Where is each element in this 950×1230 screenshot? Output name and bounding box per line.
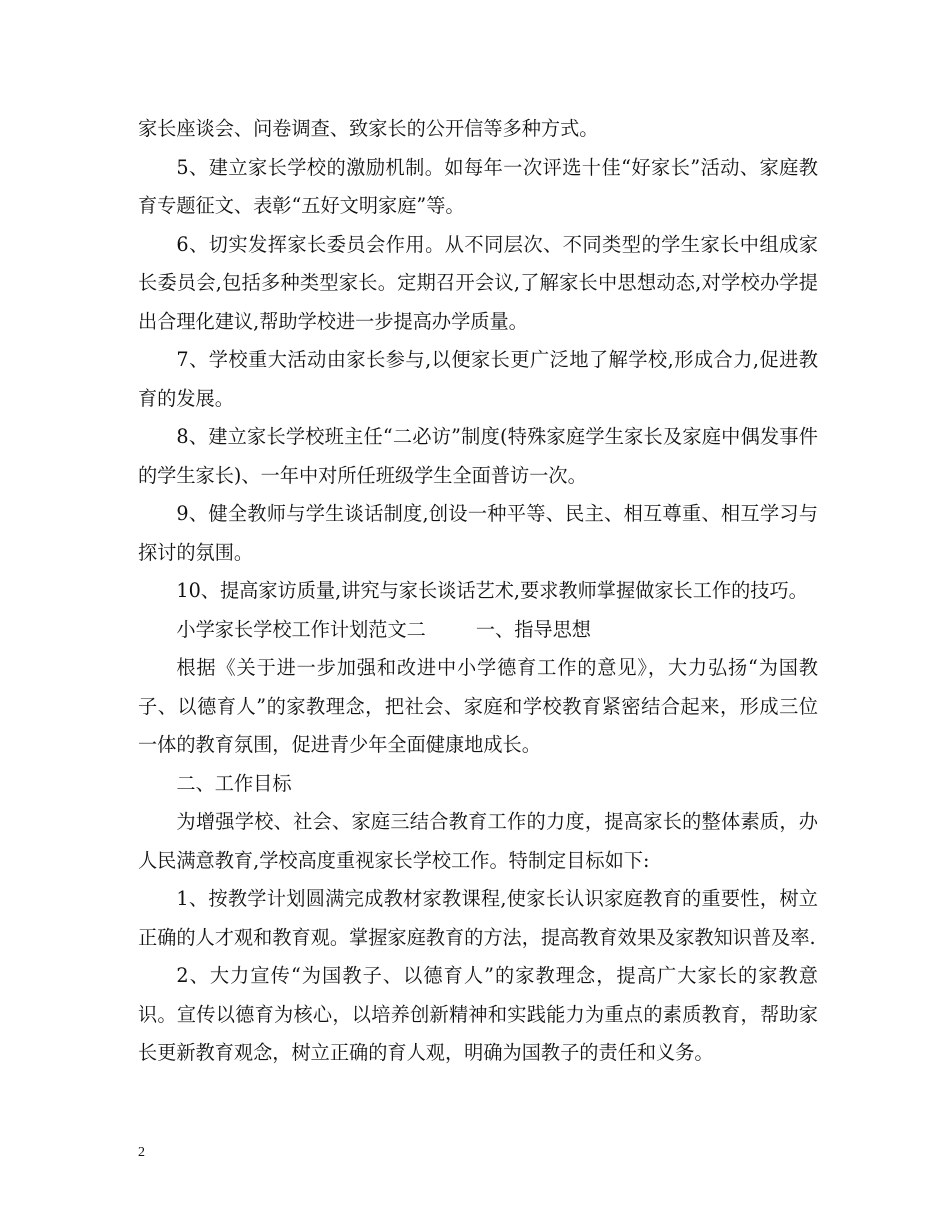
- paragraph-item-6: 6、切实发挥家长委员会作用。从不同层次、不同类型的学生家长中组成家长委员会,包括多种类型家长。定期召开会议,了解家长中思想动态,对学校办学提出合理化建议,帮助学校进一步提高办学质量。: [138, 232, 818, 333]
- paragraph-item-10: 10、提高家访质量,讲究与家长谈话艺术,要求教师掌握做家长工作的技巧。: [176, 579, 808, 602]
- paragraph-goal-2: 2、大力宣传“为国教子、以德育人”的家教理念，提高广大家长的家教意识。宣传以德育为核心，以培养创新精神和实践能力为重点的素质教育，帮助家长更新教育观念，树立正确的育人观，明确为国教子的责任和义务。: [138, 964, 818, 1064]
- page-number: 2: [138, 1145, 145, 1160]
- paragraph-goal-1: 1、按教学计划圆满完成教材家教课程,使家长认识家庭教育的重要性，树立正确的人才观和教育观。掌握家庭教育的方法，提高教育效果及家教知识普及率.: [138, 887, 818, 949]
- document-body: [138, 110, 818, 1073]
- paragraph-goals-intro: 为增强学校、社会、家庭三结合教育工作的力度，提高家长的整体素质，办人民满意教育,学校高度重视家长学校工作。特制定目标如下:: [138, 810, 818, 872]
- paragraph-item-5: 5、建立家长学校的激励机制。如每年一次评选十佳“好家长”活动、家庭教育专题征文、表彰“五好文明家庭”等。: [138, 155, 818, 217]
- section-title: 小学家长学校工作计划范文二: [176, 617, 426, 641]
- section-subtitle: 一、指导思想: [475, 617, 591, 641]
- paragraph-item-7: 7、学校重大活动由家长参与,以便家长更广泛地了解学校,形成合力,促进教育的发展。: [138, 348, 818, 410]
- paragraph-item-9: 9、健全教师与学生谈话制度,创设一种平等、民主、相互尊重、相互学习与探讨的氛围。: [138, 502, 818, 564]
- paragraph-item-8: 8、建立家长学校班主任“二必访”制度(特殊家庭学生家长及家庭中偶发事件的学生家长)、一年中对所任班级学生全面普访一次。: [138, 425, 818, 487]
- section-heading-line: [138, 611, 818, 650]
- paragraph-continuation: 家长座谈会、问卷调查、致家长的公开信等多种方式。: [138, 117, 599, 140]
- paragraph-guiding-thought: 根据《关于进一步加强和改进中小学德育工作的意见》，大力弘扬“为国教子、以德育人”的家教理念，把社会、家庭和学校教育紧密结合起来，形成三位一体的教育氛围，促进青少年全面健康地成长。: [138, 656, 818, 756]
- section-heading-work-goals: 二、工作目标: [176, 771, 292, 795]
